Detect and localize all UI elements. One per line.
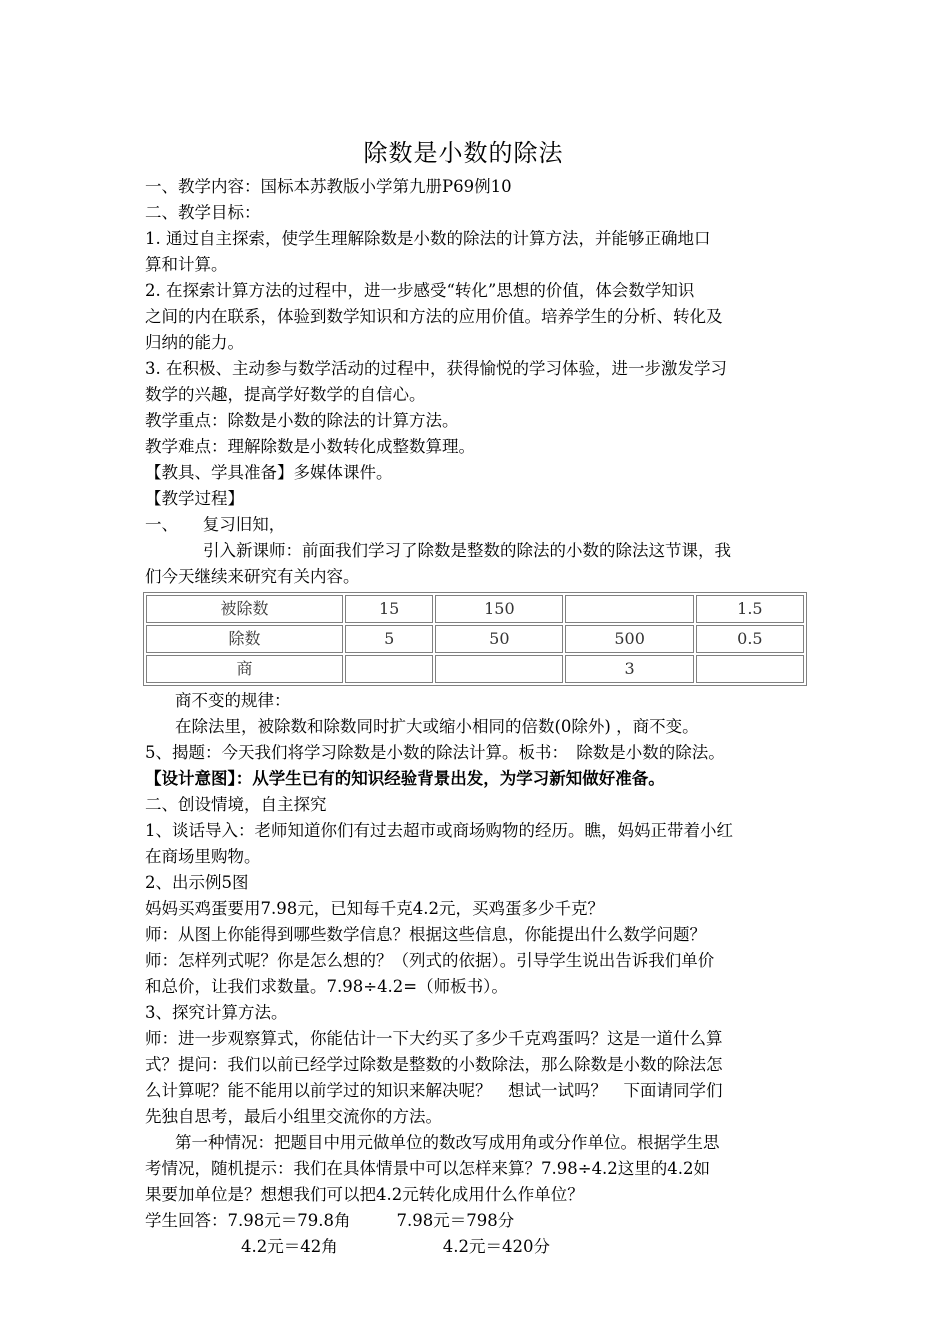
- table-cell: 0.5: [696, 625, 804, 653]
- text-line: 2、出示例5图: [145, 873, 249, 892]
- text-line: 果要加单位是？想想我们可以把4.2元转化成用什么作单位？: [145, 1185, 584, 1204]
- section-explore: [145, 792, 810, 1130]
- table-cell: [345, 655, 433, 683]
- table-cell: [435, 655, 563, 683]
- text-line: 【教学过程】: [145, 489, 244, 508]
- answer-line: [145, 1234, 810, 1260]
- rule-text: 在除法里，被除数和除数同时扩大或缩小相同的倍数(0除外) ，商不变。: [175, 717, 699, 736]
- text-line: 算和计算。: [145, 255, 228, 274]
- text-line: 3. 在积极、主动参与数学活动的过程中，获得愉悦的学习体验，进一步激发学习: [145, 359, 727, 378]
- text-line: 先独自思考，最后小组里交流你的方法。: [145, 1107, 442, 1126]
- text-line: 一、 复习旧知，: [145, 515, 286, 534]
- table-cell: 3: [565, 655, 693, 683]
- table-cell: [565, 595, 693, 623]
- table-cell: 500: [565, 625, 693, 653]
- text-line: 式？提问：我们以前已经学过除数是整数的小数除法，那么除数是小数的除法怎: [145, 1055, 723, 1074]
- rule-title: 商不变的规律：: [175, 691, 291, 710]
- table-row: [146, 595, 804, 623]
- table-cell: [696, 655, 804, 683]
- table-cell: 被除数: [146, 595, 343, 623]
- answer-label: 学生回答：: [145, 1211, 228, 1230]
- table-cell: 商: [146, 655, 343, 683]
- doc-body: [145, 174, 810, 1260]
- table-row: [146, 625, 804, 653]
- doc-title: 除数是小数的除法: [363, 139, 564, 167]
- table-row: [146, 655, 804, 683]
- text-line: 2. 在探索计算方法的过程中，进一步感受“转化”思想的价值，体会数学知识: [145, 281, 695, 300]
- design-intent: 【设计意图】：从学生已有的知识经验背景出发，为学习新知做好准备。: [145, 769, 665, 788]
- text-line: 在商场里购物。: [145, 847, 261, 866]
- text-line: 和总价，让我们求数量。7.98÷4.2=（师板书）。: [145, 977, 508, 996]
- text-line: 【教具、学具准备】多媒体课件。: [145, 463, 393, 482]
- text-line: 教学重点：除数是小数的除法的计算方法。: [145, 411, 459, 430]
- text-line: 二、创设情境，自主探究: [145, 795, 327, 814]
- answer-b1: 4.2元＝42角: [241, 1237, 338, 1256]
- text-line: 师：从图上你能得到哪些数学信息？根据这些信息，你能提出什么数学问题？: [145, 925, 706, 944]
- answer-line: [145, 1208, 810, 1234]
- text-line: 数学的兴趣，提高学好数学的自信心。: [145, 385, 426, 404]
- intro-line: 们今天继续来研究有关内容。: [145, 567, 360, 586]
- answer-a1: 7.98元＝79.8角: [227, 1211, 351, 1230]
- text-line: 一、教学内容：国标本苏教版小学第九册P69例10: [145, 177, 512, 196]
- table-cell: 1.5: [696, 595, 804, 623]
- table-cell: 50: [435, 625, 563, 653]
- table-cell: 15: [345, 595, 433, 623]
- text-line: 1、谈话导入：老师知道你们有过去超市或商场购物的经历。瞧，妈妈正带着小红: [145, 821, 733, 840]
- answer-b2: 4.2元＝420分: [442, 1237, 550, 1256]
- text-line: 二、教学目标：: [145, 203, 261, 222]
- text-line: 妈妈买鸡蛋要用7.98元，已知每千克4.2元，买鸡蛋多少千克？: [145, 899, 604, 918]
- text-line: 1. 通过自主探索，使学生理解除数是小数的除法的计算方法，并能够正确地口: [145, 229, 711, 248]
- section-objectives: [145, 174, 810, 538]
- intro-line: 引入新课师：前面我们学习了除数是整数的除法的小数的除法这节课，我: [203, 541, 731, 560]
- text-line: 师：怎样列式呢？你是怎么想的？（列式的依据）。引导学生说出告诉我们单价: [145, 951, 715, 970]
- table-cell: 5: [345, 625, 433, 653]
- text-line: 么计算呢？能不能用以前学过的知识来解决呢？ 想试一试吗？ 下面请同学们: [145, 1081, 723, 1100]
- case-line: 第一种情况：把题目中用元做单位的数改写成用角或分作单位。根据学生思: [175, 1133, 720, 1152]
- table-cell: 除数: [146, 625, 343, 653]
- text-line: 3、探究计算方法。: [145, 1003, 288, 1022]
- division-table: [143, 592, 807, 686]
- answer-a2: 7.98元＝798分: [396, 1211, 515, 1230]
- text-line: 之间的内在联系，体验到数学知识和方法的应用价值。培养学生的分析、转化及: [145, 307, 723, 326]
- text-line: 师：进一步观察算式，你能估计一下大约买了多少千克鸡蛋吗？这是一道什么算: [145, 1029, 723, 1048]
- text-line: 归纳的能力。: [145, 333, 244, 352]
- text-line: 考情况，随机提示：我们在具体情景中可以怎样来算？7.98÷4.2这里的4.2如: [145, 1159, 711, 1178]
- table-cell: 150: [435, 595, 563, 623]
- text-line: 教学难点：理解除数是小数转化成整数算理。: [145, 437, 475, 456]
- reveal-line: 5、揭题：今天我们将学习除数是小数的除法计算。板书： 除数是小数的除法。: [145, 743, 725, 762]
